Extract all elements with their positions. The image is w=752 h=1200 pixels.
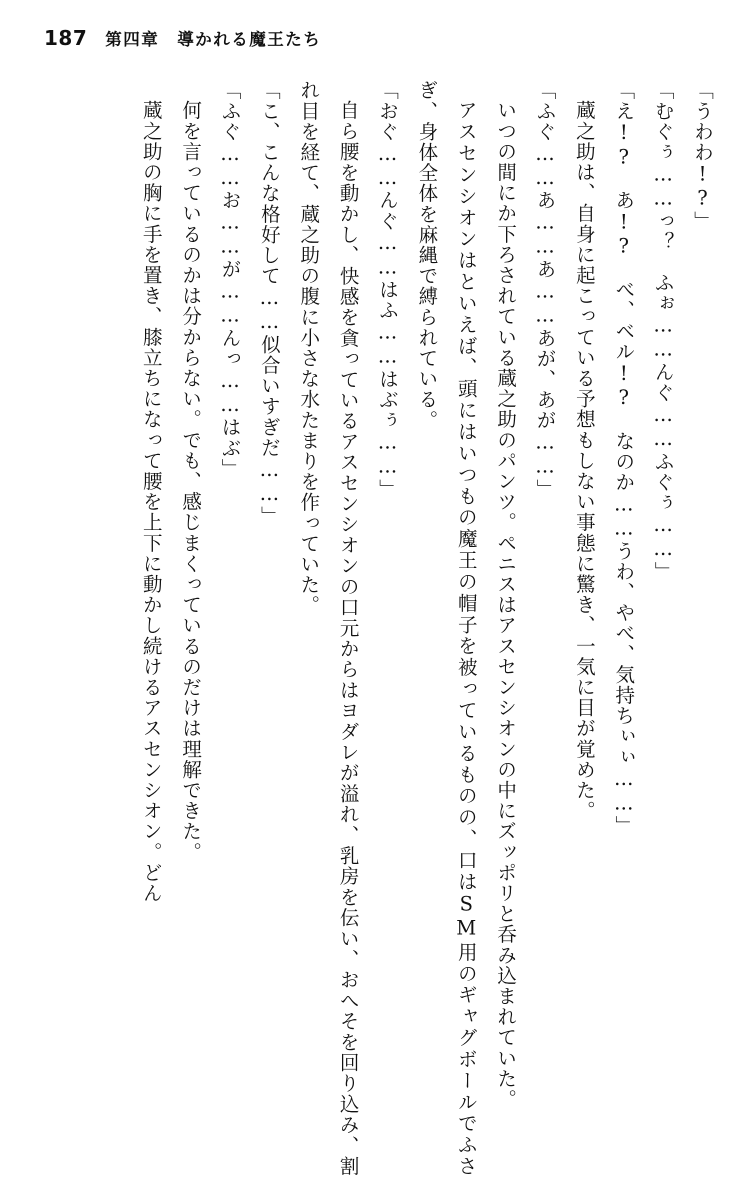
chapter-title: 第四章 導かれる魔王たち xyxy=(105,30,322,49)
paragraph: 「え!? あ!? べ、ベル!? なのか……うわ、やべ、気持ちぃぃ……」 xyxy=(612,80,636,836)
paragraph: 「ふぐ……あ……あ……あが、あが……」 xyxy=(533,80,557,500)
paragraph: 「ふぐ……お……が……んっ……はぶ」 xyxy=(218,80,242,479)
paragraph: 蔵之助の胸に手を置き、膝立ちになって腰を上下に動かし続けるアスセンシオン。どん xyxy=(139,99,163,903)
paragraph: アスセンシオンはといえば、頭にはいつもの魔王の帽子を被っているものの、口はSM用のギャグボールでふさぎ、身体全体を麻縄で縛られている。 xyxy=(415,80,478,1176)
body-text-area xyxy=(34,80,722,1176)
paragraph: 「こ、こんな格好して……似合いすぎだ……」 xyxy=(257,80,281,527)
running-head xyxy=(44,26,708,56)
paragraph: 何を言っているのかは分からない。でも、感じまくっているのだけは理解できた。 xyxy=(179,99,203,862)
page-number: 187 xyxy=(44,26,88,50)
paragraph: 蔵之助は、自身に起こっている予想もしない事態に驚き、一気に目が覚めた。 xyxy=(572,99,596,821)
paragraph: いつの間にか下ろされている蔵之助のパンツ。ペニスはアスセンシオンの中にズッポリと呑み込まれていた。 xyxy=(494,99,518,1109)
paragraph: 「むぐぅ……っ？ ふぉ……んぐ……ふぐぅ……」 xyxy=(651,80,675,582)
paragraph: 「うわわ!?」 xyxy=(691,80,714,232)
paragraph: 「おぐ……んぐ……はふ……はぶぅ……」 xyxy=(376,80,399,500)
vertical-text-block xyxy=(34,80,722,1176)
paragraph: 自ら腰を動かし、快感を貪っているアスセンシオンの口元からはヨダレが溢れ、乳房を伝い、おへそを回り込み、割れ目を経て、蔵之助の腹に小さな水たまりを作っていた。 xyxy=(297,80,360,1176)
